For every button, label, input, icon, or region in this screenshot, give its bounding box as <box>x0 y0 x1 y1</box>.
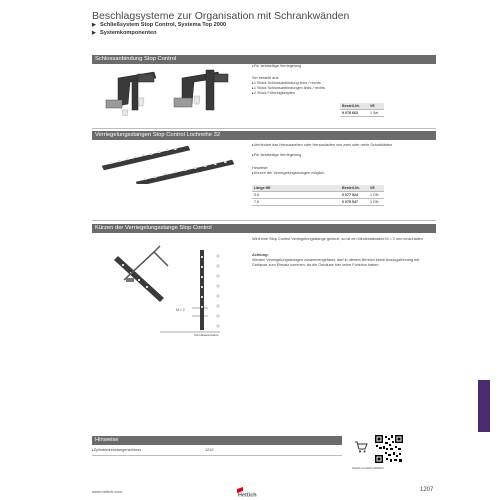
section2-bullet: ▸ Verhindert das Herausziehen oder Herauslaufen von zwei oder mehr Schubkästen <box>252 143 432 148</box>
breadcrumb-item-1: ▶ Schließsystem Stop Control, Systema Top 2000 <box>92 22 227 28</box>
verriegelungsstangen-image <box>100 144 240 184</box>
dim-label: M = 2 <box>176 308 185 312</box>
table-cell: 5,5 <box>252 192 340 199</box>
section1-table <box>340 103 384 117</box>
section1-bullet: ▸ Für beidseitige Verriegelung <box>252 64 301 69</box>
edge-label: Schubkastenkante <box>194 333 219 337</box>
footer-url[interactable]: www.hettich.com <box>92 489 123 494</box>
table-cell: 7,5 <box>252 199 340 206</box>
section2-bullet: ▸ Für beidseitige Verriegelung <box>252 153 301 158</box>
section-header-schlossanbindung: Schlossanbindung Stop Control <box>92 55 436 64</box>
qr-code[interactable] <box>374 434 404 464</box>
schlossanbindung-image <box>94 66 244 116</box>
divider <box>92 220 436 221</box>
kuerzen-illustration <box>100 240 250 340</box>
set-label: Set besteht aus: <box>252 76 280 80</box>
table-row <box>340 110 384 117</box>
divider <box>92 128 436 129</box>
svg-text:Hettich: Hettich <box>238 492 257 498</box>
section2-table <box>252 185 384 206</box>
page-number: 1207 <box>420 487 434 493</box>
set-item: ▸ 1 Stück Schlossanbindung links / rechts <box>252 81 321 86</box>
breadcrumb-item-2: ▶ Systemkomponenten <box>92 29 157 36</box>
order-number: 9 078 663 <box>340 110 368 117</box>
shopping-cart-icon <box>354 440 368 454</box>
set-item: ▸ 2 Stück Führungszapfen <box>252 91 295 96</box>
divider <box>92 455 342 456</box>
section-header-kuerzen: Kürzen der Verriegelungsstange Stop Control <box>92 224 436 233</box>
warning-label: Achtung: <box>252 253 269 257</box>
hint-row-label: ▸ Zylinderdrehstangenschloss <box>92 448 141 453</box>
section-header-verriegelungsstangen: Verriegelungsstangen Stop Control Lochreihe 32 <box>92 131 436 140</box>
page-title: Beschlagsysteme zur Organisation mit Schrankwänden <box>92 10 350 22</box>
table-cell: 1 ON <box>368 199 384 206</box>
warning-text: Werden Verriegelungsstangen zusammengefasst, darf in diesem Bereich keine Auszugsführung mit Gehäuse zum Einsatz kommen, da die Gehäuse hier keine Funktion haben. <box>252 258 420 267</box>
order-number: 0 077 524 <box>340 192 368 199</box>
table-header-cell: Bestell-Nr. <box>340 103 368 110</box>
hint-row-page: 1210 <box>205 448 214 452</box>
table-row <box>252 199 384 206</box>
page-header <box>92 10 432 37</box>
table-header-cell: Länge HE <box>252 185 340 192</box>
section3-text: Wird eine Stop Control Verriegelungsstange gekürzt, so ist ein Mindestabstand M = 2 mm einzuhalten <box>252 237 423 241</box>
hettich-logo <box>234 486 266 498</box>
table-header-cell: Bestell-Nr. <box>340 185 368 192</box>
arrow-right-icon: ▶ <box>92 29 96 36</box>
qr-url[interactable]: hettich.com/short/b6bc1 <box>352 466 384 470</box>
table-header-cell: VE <box>368 185 384 192</box>
section-header-hinweise: Hinweise <box>92 436 342 445</box>
set-item: ▸ 1 Stück Schlossanbindungen links / rechts <box>252 86 325 91</box>
order-number: 0 075 547 <box>340 199 368 206</box>
table-cell: 1 ON <box>368 192 384 199</box>
table-header-cell: VE <box>368 103 384 110</box>
chapter-tab <box>478 380 490 432</box>
hint-label: Hinweise: <box>252 166 269 170</box>
hint-text: ▸ Kürzen der Verriegelungsstangen möglich <box>252 171 324 176</box>
table-cell: 1 Set <box>368 110 384 117</box>
table-row <box>252 192 384 199</box>
arrow-right-icon: ▶ <box>92 22 96 28</box>
